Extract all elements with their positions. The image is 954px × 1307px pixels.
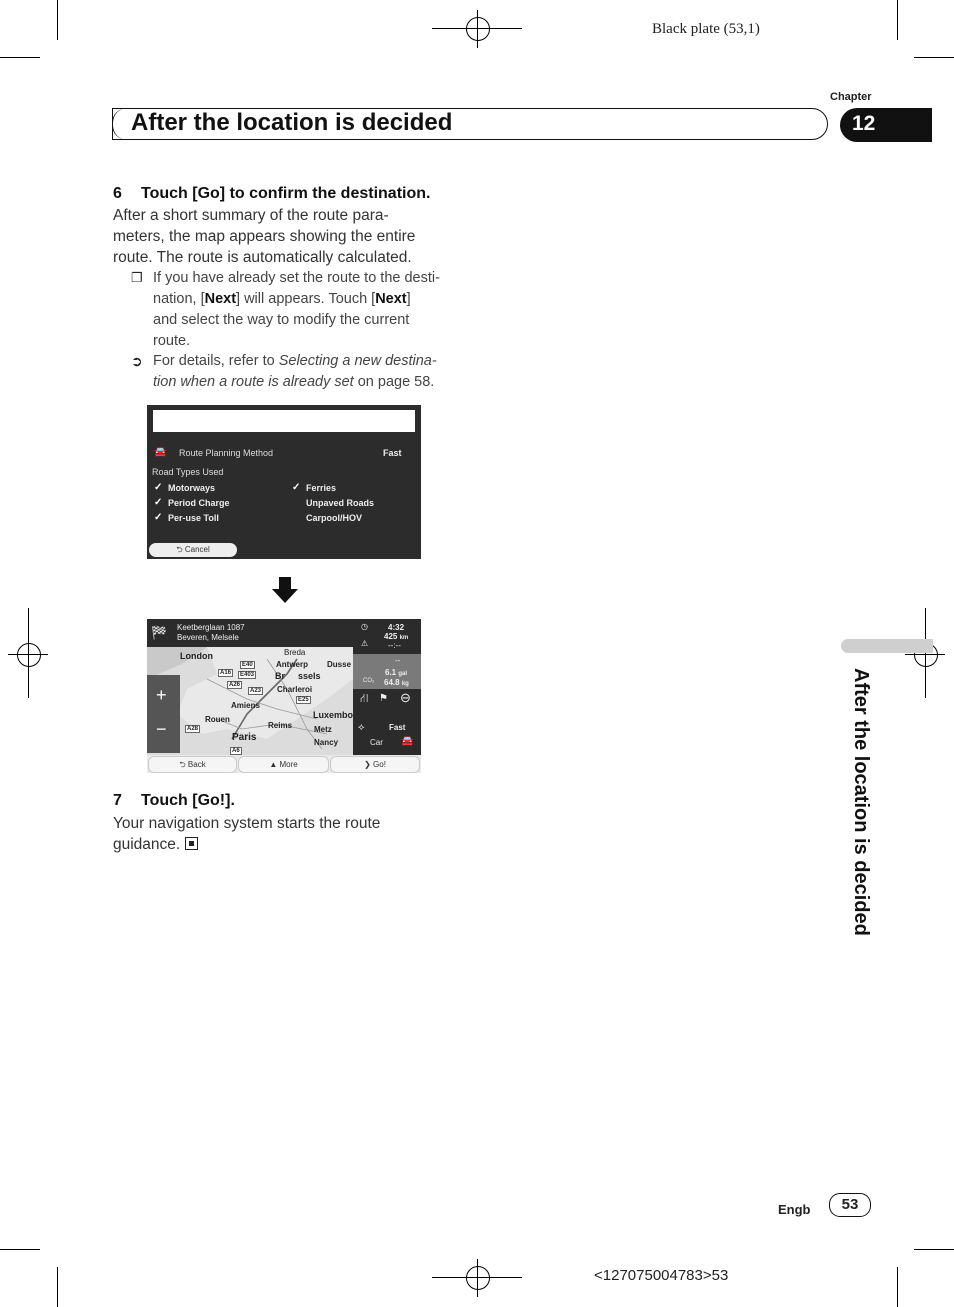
road-type-item: Ferries <box>306 483 337 493</box>
destination-city: Beveren, Melsele <box>177 633 239 642</box>
body-line: Your navigation system starts the route <box>113 815 381 832</box>
road-label: A16 <box>220 670 232 676</box>
chapter-label: Chapter <box>830 91 872 103</box>
crop-mark <box>914 57 954 58</box>
trip-time: 4:32 <box>388 623 405 632</box>
step-7-body <box>113 813 458 855</box>
body-line: meters, the map appears showing the entire <box>113 228 416 245</box>
route-map-screenshot <box>147 619 421 773</box>
car-icon: 🚘 <box>401 736 414 747</box>
note-if-route-set <box>153 268 458 352</box>
step-number: 6 <box>113 185 122 202</box>
checkered-flag-icon: 🏁 <box>151 625 168 640</box>
check-icon: ✓ <box>154 512 163 523</box>
back-arrow-icon: ⮌ <box>176 545 185 554</box>
road-type-item: Carpool/HOV <box>306 513 363 523</box>
crop-mark <box>477 10 478 48</box>
eta-value: --:-- <box>388 641 401 650</box>
road-label: E25 <box>298 697 309 703</box>
registration-mark <box>466 17 490 41</box>
map-place-label: Br <box>275 671 286 681</box>
end-of-section-icon <box>185 837 198 850</box>
road-label: A23 <box>250 688 262 694</box>
destination-street: Keetberglaan 1087 <box>177 623 245 632</box>
road-label: A6 <box>232 748 240 754</box>
map-place-label: Luxembo <box>313 710 354 720</box>
map-place-label: London <box>180 651 213 661</box>
crop-mark <box>914 1249 954 1250</box>
step-6-heading <box>113 185 430 203</box>
route-mode: Fast <box>389 723 406 732</box>
no-entry-icon: ⊖ <box>400 690 411 705</box>
map-place-label: Amiens <box>231 701 260 710</box>
crop-mark <box>477 1259 478 1297</box>
note-reference: For details, refer to Selecting a new destina- tion when a route is already set on page 58. <box>153 353 437 390</box>
registration-mark <box>17 643 41 667</box>
map-place-label: Antwerp <box>276 660 308 669</box>
road-type-item: Per-use Toll <box>168 513 219 523</box>
map-place-label: Metz <box>314 725 332 734</box>
chapter-number: 12 <box>852 112 876 135</box>
road-type-item: Unpaved Roads <box>306 498 375 508</box>
zoom-out-icon: − <box>156 719 167 739</box>
check-icon: ✓ <box>154 497 163 508</box>
road-icon: ⛙ <box>360 691 369 705</box>
page-title: After the location is decided <box>131 109 453 136</box>
crop-mark <box>57 1267 58 1307</box>
chevron-right-icon: ❯ <box>364 760 374 769</box>
more-button: ▲ More <box>238 756 329 773</box>
side-tab-marker <box>841 639 933 653</box>
back-arrow-icon: ⮌ <box>179 760 188 769</box>
co2-label: CO₂ <box>363 678 375 684</box>
road-type-item: Period Charge <box>168 498 230 508</box>
crop-mark <box>897 0 898 40</box>
crop-mark <box>57 0 58 40</box>
note-line: and select the way to modify the current <box>153 312 410 328</box>
crop-mark <box>0 57 40 58</box>
trip-distance: 425 km <box>384 632 409 641</box>
road-type-item: Motorways <box>168 483 216 493</box>
vehicle-type: Car <box>370 738 383 747</box>
road-label: E403 <box>240 672 255 678</box>
road-label: E40 <box>242 662 253 668</box>
plate-label: Black plate (53,1) <box>652 21 760 37</box>
crop-mark <box>8 654 48 655</box>
crop-mark <box>925 608 926 698</box>
body-line: guidance. <box>113 834 458 855</box>
body-line: route. The route is automatically calculated. <box>113 249 412 266</box>
arrow-reference-icon: ➲ <box>131 353 143 369</box>
map-place-label: Rouen <box>205 715 230 724</box>
step-number: 7 <box>113 792 122 809</box>
route-summary-screenshot <box>147 405 421 559</box>
road-label: A26 <box>229 682 241 688</box>
map-place-label: Dusse <box>327 660 352 669</box>
crop-mark <box>897 1267 898 1307</box>
step-title: Touch [Go] to confirm the destination. <box>141 185 431 202</box>
title-bar <box>153 410 415 432</box>
route-icon: ⟡ <box>358 722 365 733</box>
check-icon: ✓ <box>154 482 163 493</box>
arrow-down-icon <box>272 577 298 603</box>
map-place-label: Nancy <box>314 738 339 747</box>
route-method-value: Fast <box>383 448 402 458</box>
back-button: ⮌ Back <box>148 756 237 773</box>
clock-icon: ◷ <box>361 622 368 631</box>
toll-icon: ⚑ <box>379 693 388 704</box>
note-line: route. <box>153 333 191 349</box>
step-7-heading <box>113 792 235 810</box>
map-place-label: Reims <box>268 721 293 730</box>
route-method-label: Route Planning Method <box>179 448 274 458</box>
up-arrow-icon: ▲ <box>269 760 280 769</box>
note-line: If you have already set the route to the desti- <box>153 270 440 286</box>
document-code: <127075004783>53 <box>594 1267 729 1284</box>
road-types-label: Road Types Used <box>152 467 224 477</box>
car-icon: 🚘 <box>154 447 167 458</box>
step-6-body <box>113 205 458 268</box>
cancel-button: ⮌ Cancel <box>149 543 237 557</box>
map-place-label: Paris <box>232 732 257 743</box>
page-number: 53 <box>841 1196 859 1213</box>
step-title: Touch [Go!]. <box>141 792 235 809</box>
language-label: Engb <box>778 1202 811 1217</box>
map-place-label: ssels <box>298 671 321 681</box>
crop-mark <box>28 608 29 698</box>
crop-mark <box>905 654 945 655</box>
co2-value: 64.8 kg <box>384 678 409 687</box>
side-tab-title: After the location is decided <box>850 668 872 936</box>
map-place-label: Charleroi <box>277 685 313 694</box>
note-line: nation, [Next] will appears. Touch [Next] <box>153 291 411 307</box>
zoom-controls <box>147 675 180 753</box>
page-number-box <box>829 1193 871 1217</box>
warning-icon: ⚠ <box>361 639 369 648</box>
road-label: A28 <box>187 726 199 732</box>
check-icon: ✓ <box>292 482 301 493</box>
registration-mark <box>466 1266 490 1290</box>
fuel-dash: -- <box>395 656 401 665</box>
checkbox-bullet-icon: ❐ <box>131 270 143 285</box>
zoom-in-icon: + <box>156 685 167 705</box>
body-line: After a short summary of the route para- <box>113 207 389 224</box>
fuel-value: 6.1 gal <box>385 668 408 677</box>
map-place-label: Breda <box>284 648 306 657</box>
go-button: ❯ Go! <box>330 756 420 773</box>
crop-mark <box>0 1249 40 1250</box>
